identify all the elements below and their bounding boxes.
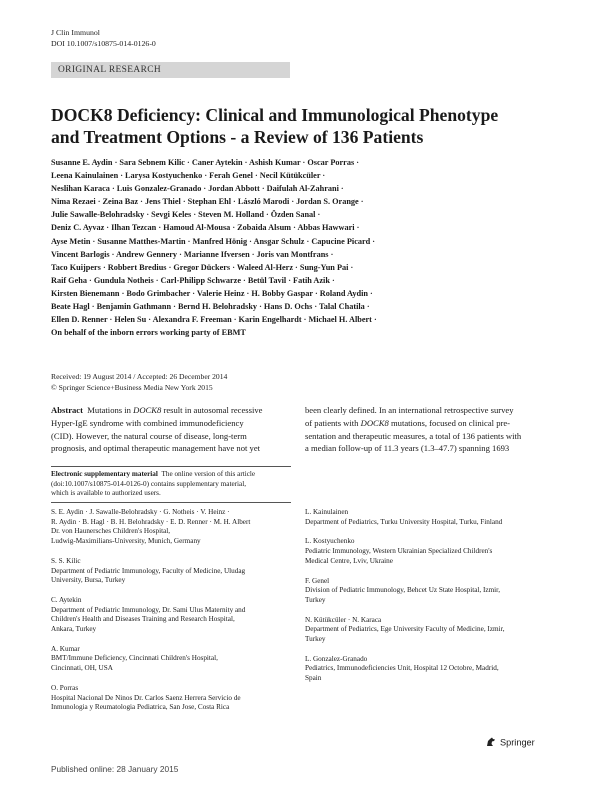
journal-name: J Clin Immunol [51, 28, 100, 37]
published-online: Published online: 28 January 2015 [51, 764, 179, 774]
affiliation-address: Department of Pediatric Immunology, Dr. Sami Ulus Maternity and [51, 605, 246, 614]
divider [51, 502, 291, 503]
affiliation-authors: S. S. Kilic [51, 556, 81, 565]
title-line: DOCK8 Deficiency: Clinical and Immunological Phenotype [51, 105, 499, 125]
affiliation-address: Children's Health and Diseases Training and Research Hospital, [51, 615, 235, 624]
affiliation [51, 684, 301, 713]
title-line: and Treatment Options - a Review of 136 Patients [51, 127, 424, 147]
affiliation [51, 645, 301, 674]
received-info [51, 372, 227, 393]
affiliation-authors: C. Aytekin [51, 595, 82, 604]
author-line: Kirsten Bienemann · Bodo Grimbacher · Valerie Heinz · H. Bobby Gaspar · Roland Aydin · [51, 288, 373, 298]
journal-doi: DOI 10.1007/s10875-014-0126-0 [51, 38, 156, 48]
affiliation-authors: L. Kainulainen [305, 508, 349, 516]
author-line: Ellen D. Renner · Helen Su · Alexandra F. Freeman · Karin Engelhardt · Michael H. Albert · [51, 315, 377, 325]
affiliation [305, 655, 555, 684]
affiliations-left [51, 508, 301, 723]
author-line: Raif Geha · Gundula Notheis · Carl-Philipp Schwarze · Betül Tavil · Fatih Azik · [51, 275, 335, 285]
abstract-line [51, 404, 291, 417]
section-banner-label: ORIGINAL RESEARCH [58, 64, 162, 75]
affiliation-authors: O. Porras [51, 683, 79, 692]
affiliation [305, 537, 555, 566]
author-line: Vincent Barlogis · Andrew Gennery · Marianne Ifversen · Joris van Montfrans · [51, 249, 334, 259]
author-line: Nima Rezaei · Zeina Baz · Jens Thiel · Stephan Ehl · László Marodi · Jordan S. Orange · [51, 197, 364, 207]
copyright: © Springer Science+Business Media New York 2015 [51, 382, 213, 392]
affiliation-address: Inmunologia y Reumatologia Pediatrica, San Jose, Costa Rica [51, 703, 230, 712]
journal-header [51, 28, 156, 49]
affiliation-authors: S. E. Aydin · J. Sawalle-Belohradsky · G. Notheis · V. Heinz · [51, 508, 230, 516]
article-title [51, 104, 551, 148]
affiliation-address: BMT/Immune Deficiency, Cincinnati Children's Hospital, [51, 654, 218, 663]
esm-text: which is available to authorized users. [51, 489, 161, 498]
affiliation-address: Turkey [305, 595, 326, 604]
author-line: Leena Kainulainen · Larysa Kostyuchenko · Ferah Genel · Necil Kütükcüler · [51, 171, 326, 181]
author-line: Deniz C. Ayvaz · Ilhan Tezcan · Hamoud Al-Mousa · Zobaida Alsum · Abbas Hawwari · [51, 223, 360, 233]
affiliation-authors: F. Genel [305, 576, 330, 585]
abstract-line: (CID). However, the natural course of disease, long-term [51, 430, 247, 441]
affiliation [305, 508, 555, 527]
esm-text: The online version of this article [161, 470, 256, 478]
author-line: Neslihan Karaca · Luis Gonzalez-Granado · Jordan Abbott · Daifulah Al-Zahrani · [51, 184, 344, 194]
author-line: Julie Sawalle-Belohradsky · Sevgi Keles · Steven M. Holland · Özden Sanal · [51, 210, 321, 220]
received-dates: Received: 19 August 2014 / Accepted: 26 December 2014 [51, 372, 228, 381]
author-line: On behalf of the inborn errors working party of EBMT [51, 328, 246, 338]
affiliation-address: Division of Pediatric Immunology, Behcet Uz State Hospital, Izmir, [305, 586, 501, 595]
affiliation [51, 557, 301, 586]
esm-text[interactable]: (doi:10.1007/s10875-014-0126-0) contains supplementary material, [51, 479, 247, 488]
abstract-label: Abstract [51, 405, 83, 415]
affiliation-address: Ludwig-Maximilians-University, Munich, Germany [51, 537, 201, 546]
affiliation-address: Department of Pediatrics, Turku University Hospital, Turku, Finland [305, 517, 503, 526]
affiliation-address: Turkey [305, 635, 326, 644]
affiliation-address: Department of Pediatric Immunology, Faculty of Medicine, Uludag [51, 566, 246, 575]
author-list [51, 156, 571, 339]
affiliation-address: Pediatric Immunology, Western Ukrainian Specialized Children's [305, 547, 493, 556]
abstract-right-column [305, 404, 545, 455]
affiliation-authors: L. Gonzalez-Granado [305, 654, 368, 663]
affiliation-authors: N. Kütükcüler · N. Karaca [305, 615, 382, 624]
abstract-line: a median follow-up of 11.3 years (1.3–47.7) spanning 1693 [305, 443, 510, 454]
abstract-text: Mutations in DOCK8 result in autosomal recessive [87, 405, 263, 415]
affiliation-address: Pediatrics, Immunodeficiencies Unit, Hospital 12 Octobre, Madrid, [305, 664, 499, 673]
affiliation [305, 577, 555, 606]
abstract-line: been clearly defined. In an international retrospective survey [305, 405, 514, 415]
affiliation-address: University, Bursa, Turkey [51, 576, 126, 585]
publisher-name: Springer [500, 737, 535, 748]
supplementary-material-note [51, 466, 291, 499]
affiliation-address: Ankara, Turkey [51, 625, 97, 634]
affiliation-authors: L. Kostyuchenko [305, 537, 355, 546]
affiliation-address: Spain [305, 674, 322, 683]
affiliations-right [305, 508, 555, 694]
abstract-line: prognosis, and optimal therapeutic management have not yet [51, 443, 261, 454]
publisher-logo [485, 736, 535, 750]
affiliation-address: Dr. von Haunersches Children's Hospital, [51, 527, 171, 536]
affiliation-address: Hospital Nacional De Ninos Dr. Carlos Saenz Herrera Servicio de [51, 693, 241, 702]
affiliation-authors: R. Aydin · B. Hagl · B. H. Belohradsky · E. D. Renner · M. H. Albert [51, 517, 251, 526]
abstract-line: Hyper-IgE syndrome with combined immunodeficiency [51, 417, 244, 428]
abstract-left-column [51, 404, 291, 455]
abstract-line: of patients with DOCK8 mutations, focused on clinical pre- [305, 417, 511, 428]
affiliation [51, 508, 301, 547]
author-line: Susanne E. Aydin · Sara Sebnem Kilic · Caner Aytekin · Ashish Kumar · Oscar Porras · [51, 158, 359, 167]
author-line: Beate Hagl · Benjamin Gathmann · Bernd H. Belohradsky · Hans D. Ochs · Talal Chatila · [51, 302, 370, 312]
section-banner [51, 62, 290, 78]
affiliation [51, 596, 301, 635]
author-line: Ayse Metin · Susanne Matthes-Martin · Manfred Hönig · Ansgar Schulz · Capucine Picard · [51, 236, 376, 246]
affiliation [305, 616, 555, 645]
affiliation-authors: A. Kumar [51, 644, 80, 653]
springer-horse-icon [485, 736, 497, 750]
esm-label: Electronic supplementary material [51, 470, 158, 478]
affiliation-address: Medical Centre, Lviv, Ukraine [305, 556, 393, 565]
abstract-line: sentation and therapeutic measures, a total of 136 patients with [305, 430, 522, 441]
affiliation-address: Department of Pediatrics, Ege University Faculty of Medicine, Izmir, [305, 625, 505, 634]
affiliation-address: Cincinnati, OH, USA [51, 664, 113, 673]
author-line: Taco Kuijpers · Robbert Bredius · Gregor Dückers · Waleed Al-Herz · Sung-Yun Pai · [51, 262, 354, 272]
